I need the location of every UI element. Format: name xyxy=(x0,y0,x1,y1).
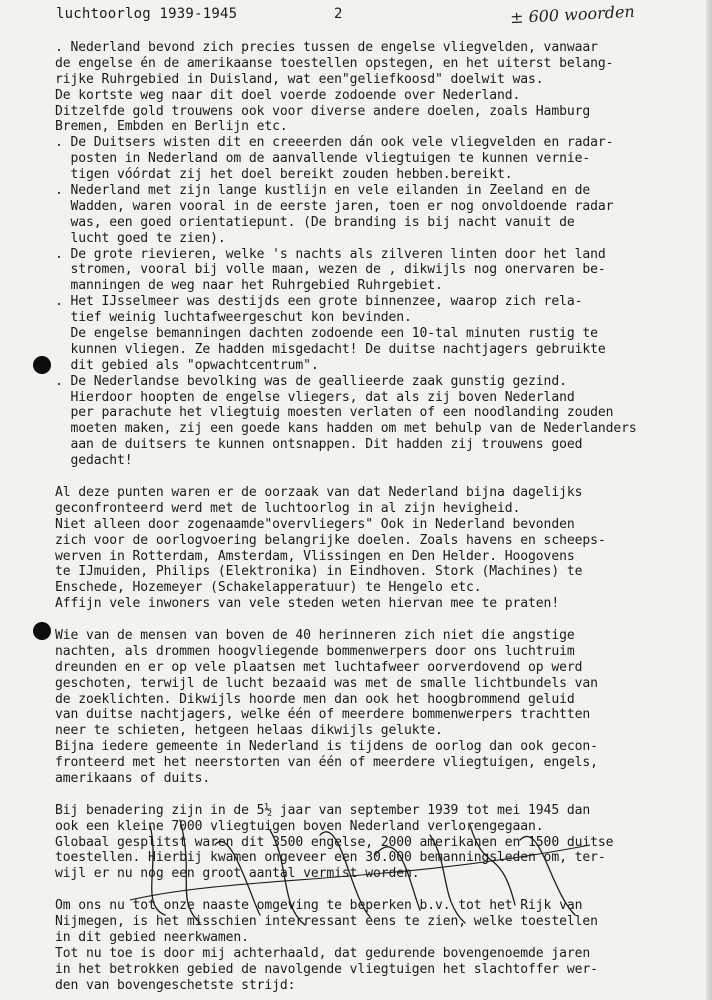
text-line: Om ons nu tot onze naaste omgeving te beperken b.v. tot het Rijk van xyxy=(55,898,583,914)
text-line: geschoten, terwijl de lucht bezaaid was met de smalle lichtbundels van xyxy=(55,675,598,691)
text-line: nachten, als drommen hoogvliegende bommenwerpers door ons luchtruim xyxy=(55,643,575,659)
text-line: toestellen. Hierbij kwamen ongeveer een 30.000 bemanningsleden om, ter- xyxy=(55,850,606,866)
text-line: in het betrokken gebied de navolgende vliegtuigen het slachtoffer wer- xyxy=(55,961,598,977)
text-line: Bij benadering zijn in de 5½ jaar van september 1939 tot mei 1945 dan xyxy=(55,802,591,818)
text-line: geconfronteerd werd met de luchtoorlog in al zijn hevigheid. xyxy=(55,500,521,516)
text-line: de zoeklichten. Dikwijls hoorde men dan ook het hoogbrommend geluid xyxy=(55,691,575,707)
page-number: 2 xyxy=(334,6,343,22)
text-line: de engelse én de amerikaanse toestellen opstegen, en het uiterst belang- xyxy=(55,55,614,71)
text-line: zich voor de oorlogvoering belangrijke doelen. Zoals havens en scheeps- xyxy=(55,532,606,548)
text-line: Al deze punten waren er de oorzaak van dat Nederland bijna dagelijks xyxy=(55,484,583,500)
typewritten-body xyxy=(55,40,705,993)
text-line: manningen de weg naar het Ruhrgebied Ruhrgebiet. xyxy=(55,278,443,294)
text-line: wijl er nu nog een groot aantal vermist worden. xyxy=(55,866,420,882)
text-line: stromen, vooral bij volle maan, wezen de , dikwijls nog onervaren be- xyxy=(55,262,606,278)
text-line: werven in Rotterdam, Amsterdam, Vlissingen en Den Helder. Hoogovens xyxy=(55,548,575,564)
text-line: lucht goed te zien). xyxy=(55,230,226,246)
text-line: moeten maken, zij een goede kans hadden om met behulp van de Nederlanders xyxy=(55,421,637,437)
text-line: was, een goed orientatiepunt. (De branding is bij nacht vanuit de xyxy=(55,214,575,230)
document-title: luchtoorlog 1939-1945 xyxy=(56,6,238,22)
text-line: De engelse bemanningen dachten zodoende een 10-tal minuten rustig te xyxy=(55,326,598,342)
text-line: . De Nederlandse bevolking was de geallieerde zaak gunstig gezind. xyxy=(55,373,567,389)
text-line: Nijmegen, is het misschien interressant eens te zien, welke toestellen xyxy=(55,913,598,929)
text-line: Tot nu toe is door mij achterhaald, dat gedurende bovengenoemde jaren xyxy=(55,945,591,961)
text-line: De kortste weg naar dit doel voerde zodoende over Nederland. xyxy=(55,87,521,103)
page-edge-shadow xyxy=(706,0,712,1000)
text-line: aan de duitsers te kunnen ontsnappen. Dit hadden zij trouwens goed xyxy=(55,437,583,453)
text-line: Ditzelfde gold trouwens ook voor diverse andere doelen, zoals Hamburg xyxy=(55,103,591,119)
text-line: dit gebied als "opwachtcentrum". xyxy=(55,357,319,373)
paragraph-gap xyxy=(55,469,705,485)
text-line: neer te schieten, hetgeen helaas dikwijls gelukte. xyxy=(55,723,443,739)
text-line: Hierdoor hoopten de engelse vliegers, dat als zij boven Nederland xyxy=(55,389,575,405)
text-line: dreunden en er op vele plaatsen met luchtafweer oorverdovend op werd xyxy=(55,659,583,675)
text-line: posten in Nederland om de aanvallende vliegtuigen te kunnen vernie- xyxy=(55,151,591,167)
text-line: ook een kleine 7000 vliegtuigen boven Nederland verlorengegaan. xyxy=(55,818,544,834)
paragraph-gap xyxy=(55,882,705,898)
text-line: Globaal gesplitst waren dit 3500 engelse, 2000 amerikanen en 1500 duitse xyxy=(55,834,614,850)
text-line: den van bovengeschetste strijd: xyxy=(55,977,296,993)
text-line: . De Duitsers wisten dit en creeerden dán ook vele vliegvelden en radar- xyxy=(55,135,614,151)
paragraph-gap xyxy=(55,787,705,803)
text-line: . Het IJsselmeer was destijds een grote binnenzee, waarop zich rela- xyxy=(55,294,583,310)
text-line: tief weinig luchtafweergeschut kon bevinden. xyxy=(55,310,412,326)
text-line: kunnen vliegen. Ze hadden misgedacht! De duitse nachtjagers gebruikte xyxy=(55,341,606,357)
text-line: Wie van de mensen van boven de 40 herinneren zich niet die angstige xyxy=(55,627,575,643)
text-line: te IJmuiden, Philips (Elektronika) in Eindhoven. Stork (Machines) te xyxy=(55,564,583,580)
text-line: Wadden, waren vooral in de eerste jaren, toen er nog onvoldoende radar xyxy=(55,198,614,214)
handwritten-word-count-note: ± 600 woorden xyxy=(509,1,636,28)
text-line: Bremen, Embden en Berlijn etc. xyxy=(55,119,288,135)
text-line: in dit gebied neerkwamen. xyxy=(55,929,249,945)
punch-hole-top xyxy=(33,356,51,374)
text-line: Bijna iedere gemeente in Nederland is tijdens de oorlog dan ook gecon- xyxy=(55,739,598,755)
text-line: tigen vóórdat zij het doel bereikt zouden hebben.bereikt. xyxy=(55,167,513,183)
text-line: amerikaans of duits. xyxy=(55,770,211,786)
text-line: rijke Ruhrgebied in Duisland, wat een"geliefkoosd" doelwit was. xyxy=(55,71,544,87)
text-line: per parachute het vliegtuig moesten verlaten of een noodlanding zouden xyxy=(55,405,614,421)
text-line: Niet alleen door zogenaamde"overvliegers" Ook in Nederland bevonden xyxy=(55,516,575,532)
text-line: van duitse nachtjagers, welke één of meerdere bommenwerpers trachtten xyxy=(55,707,591,723)
text-line: Affijn vele inwoners van vele steden weten hiervan mee te praten! xyxy=(55,596,560,612)
text-line: . De grote rievieren, welke 's nachts als zilveren linten door het land xyxy=(55,246,606,262)
text-line: Enschede, Hozemeyer (Schakelapperatuur) te Hengelo etc. xyxy=(55,580,482,596)
text-line: gedacht! xyxy=(55,453,133,469)
text-line: . Nederland bevond zich precies tussen de engelse vliegvelden, vanwaar xyxy=(55,40,598,55)
text-line: . Nederland met zijn lange kustlijn en vele eilanden in Zeeland en de xyxy=(55,183,591,199)
text-line: fronteerd met het neerstorten van één of meerdere vliegtuigen, engels, xyxy=(55,755,598,771)
paragraph-gap xyxy=(55,612,705,628)
punch-hole-bottom xyxy=(33,622,51,640)
